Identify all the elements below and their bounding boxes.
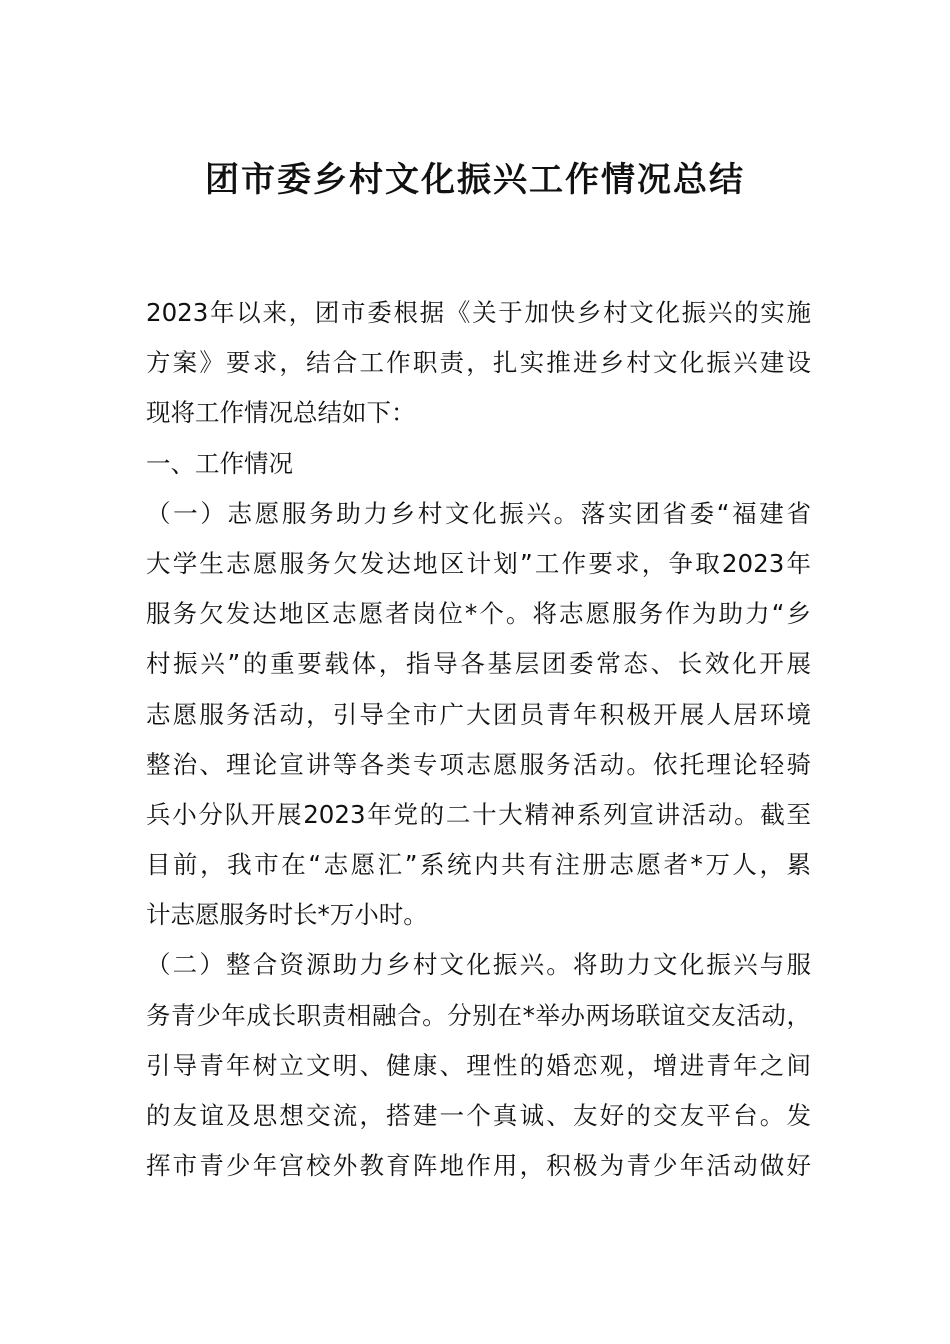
text-line: 务青少年成长职责相融合。分别在*举办两场联谊交友活动，: [146, 1000, 811, 1030]
text-line: 的友谊及思想交流，搭建一个真诚、友好的交友平台。发: [146, 1101, 811, 1130]
text-line: 目前，我市在“志愿汇”系统内共有注册志愿者*万人，累: [146, 850, 811, 880]
text-line: 整治、理论宣讲等各类专项志愿服务活动。依托理论轻骑: [146, 749, 811, 779]
text-line: 引导青年树立文明、健康、理性的婚恋观，增进青年之间: [146, 1050, 811, 1080]
text-line: 计志愿服务时长*万小时。: [146, 900, 428, 930]
text-line: 方案》要求，结合工作职责，扎实推进乡村文化振兴建设: [146, 348, 811, 378]
document-title: 团市委乡村文化振兴工作情况总结: [205, 160, 745, 200]
text-line: 大学生志愿服务欠发达地区计划”工作要求，争取2023年: [146, 548, 811, 578]
text-line: 现将工作情况总结如下：: [146, 398, 416, 428]
text-line: 服务欠发达地区志愿者岗位*个。将志愿服务作为助力“乡: [146, 599, 811, 629]
text-line: 2023年以来，团市委根据《关于加快乡村文化振兴的实施: [146, 298, 811, 327]
section-heading: 一、工作情况: [146, 448, 293, 478]
text-line: 兵小分队开展2023年党的二十大精神系列宣讲活动。截至: [146, 799, 811, 829]
text-line: （一）志愿服务助力乡村文化振兴。落实团省委“福建省: [146, 498, 811, 528]
text-line: （二）整合资源助力乡村文化振兴。将助力文化振兴与服: [146, 950, 811, 980]
document-body: [146, 288, 811, 1191]
text-line: 志愿服务活动，引导全市广大团员青年积极开展人居环境: [146, 699, 811, 729]
text-line: 村振兴”的重要载体，指导各基层团委常态、长效化开展: [146, 649, 811, 679]
text-line: 挥市青少年宫校外教育阵地作用，积极为青少年活动做好: [146, 1151, 811, 1181]
